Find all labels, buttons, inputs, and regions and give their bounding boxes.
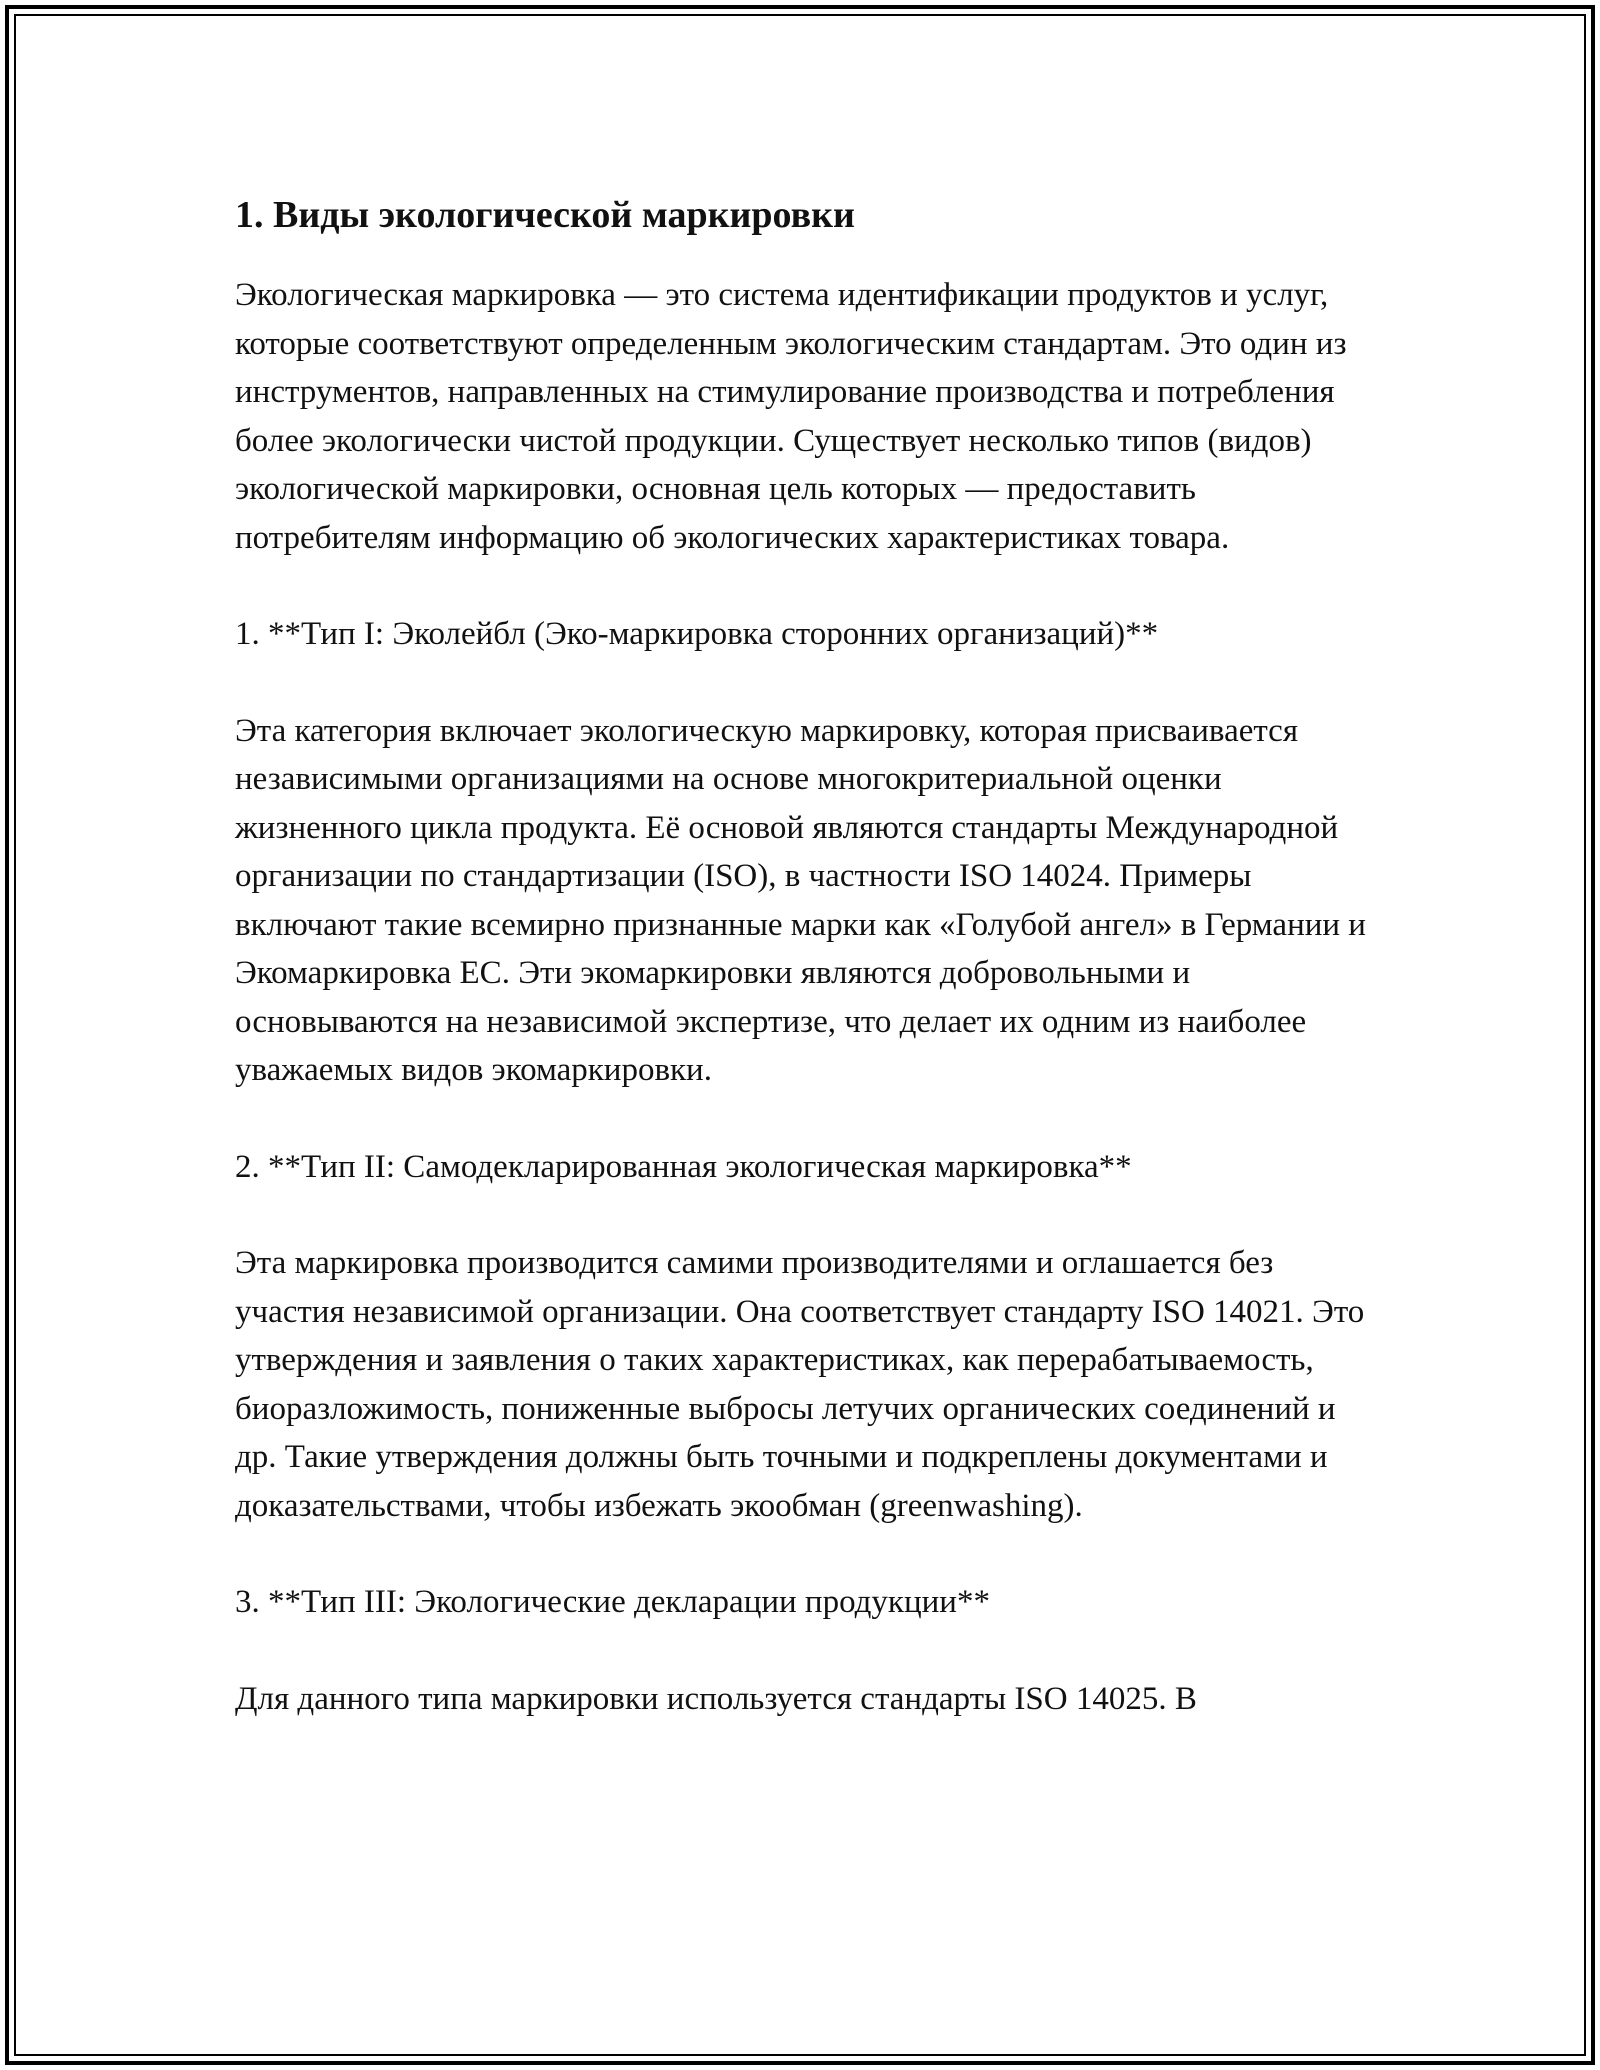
document-title: 1. Виды экологической маркировки <box>235 194 855 236</box>
section-heading-type-3: 3. **Тип III: Экологические декларации продукции** <box>235 1584 990 1620</box>
section-body-type-3: Для данного типа маркировки используется стандарты ISO 14025. В <box>235 1680 1197 1717</box>
intro-paragraph: Экологическая маркировка — это система идентификации продуктов и услуг, которые соответствуют определенным экологическим стандартам. Это один из инструментов, направленных на стимулирование производства и потребления более экологически чистой продукции. Существует несколько типов (видов) экологической маркировки, основная цель которых — предоставить потребителям информацию об экологических характеристиках товара. <box>235 277 1347 556</box>
document-body <box>235 185 1375 1771</box>
section-heading-type-2: 2. **Тип II: Самодекларированная экологическая маркировка** <box>235 1148 1132 1185</box>
section-heading-type-1: 1. **Тип I: Эколейбл (Эко-маркировка сторонних организаций)** <box>235 616 1159 652</box>
section-body-type-1: Эта категория включает экологическую маркировку, которая присваивается независимыми организациями на основе многокритериальной оценки жизненного цикла продукта. Её основой являются стандарты Международной организации по стандартизации (ISO), в частности ISO 14024. Примеры включают такие всемирно признанные марки как «Голубой ангел» в Германии и Экомаркировка ЕС. Эти экомаркировки являются добровольными и основываются на независимой экспертизе, что делает их одним из наиболее уважаемых видов экомаркировки. <box>235 712 1366 1088</box>
section-body-type-2: Эта маркировка производится самими производителями и оглашается без участия независимой организации. Она соответствует стандарту ISO 14021. Это утверждения и заявления о таких характеристиках, как перерабатываемость, биоразложимость, пониженные выбросы летучих органических соединений и др. Такие утверждения должны быть точными и подкреплены документами и доказательствами, чтобы избежать экообман (greenwashing). <box>235 1245 1365 1524</box>
